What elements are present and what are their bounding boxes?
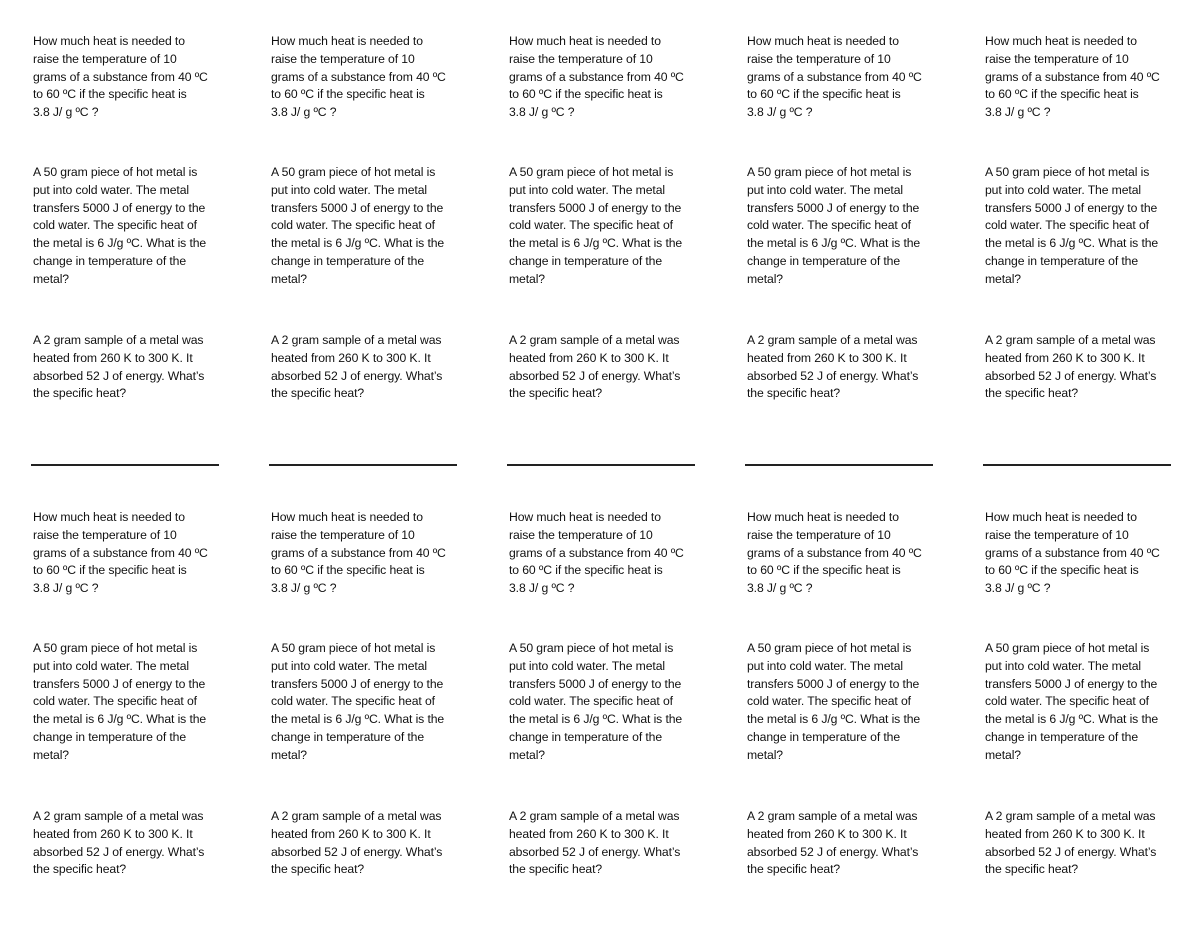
temperature-change-question: A 50 gram piece of hot metal is put into cold water. The metal transfers 5000 J of energy to the cold water. The specific heat of the metal is 6 J/g ºC. What is the change in temperature of the metal? bbox=[33, 165, 207, 286]
specific-heat-question: A 2 gram sample of a metal was heated from 260 K to 300 K. It absorbed 52 J of energy. What’s the specific heat? bbox=[33, 809, 205, 877]
cut-line bbox=[745, 464, 933, 466]
heat-needed-question: How much heat is needed to raise the temperature of 10 grams of a substance from 40 ºC to 60 ºC if the specific heat is 3.8 J/ g ºC ? bbox=[747, 34, 922, 120]
heat-needed-question: How much heat is needed to raise the temperature of 10 grams of a substance from 40 ºC to 60 ºC if the specific heat is 3.8 J/ g ºC ? bbox=[509, 34, 684, 120]
cut-line bbox=[31, 464, 219, 466]
heat-needed-question: How much heat is needed to raise the temperature of 10 grams of a substance from 40 ºC to 60 ºC if the specific heat is 3.8 J/ g ºC ? bbox=[509, 510, 684, 596]
specific-heat-question: A 2 gram sample of a metal was heated from 260 K to 300 K. It absorbed 52 J of energy. What’s the specific heat? bbox=[33, 333, 205, 401]
heat-needed-question: How much heat is needed to raise the temperature of 10 grams of a substance from 40 ºC to 60 ºC if the specific heat is 3.8 J/ g ºC ? bbox=[985, 34, 1160, 120]
heat-needed-question: How much heat is needed to raise the temperature of 10 grams of a substance from 40 ºC to 60 ºC if the specific heat is 3.8 J/ g ºC ? bbox=[985, 510, 1160, 596]
heat-needed-question: How much heat is needed to raise the temperature of 10 grams of a substance from 40 ºC to 60 ºC if the specific heat is 3.8 J/ g ºC ? bbox=[271, 34, 446, 120]
cut-line bbox=[983, 464, 1171, 466]
heat-needed-question: How much heat is needed to raise the temperature of 10 grams of a substance from 40 ºC to 60 ºC if the specific heat is 3.8 J/ g ºC ? bbox=[33, 510, 208, 596]
specific-heat-question: A 2 gram sample of a metal was heated from 260 K to 300 K. It absorbed 52 J of energy. What’s the specific heat? bbox=[985, 809, 1157, 877]
temperature-change-question: A 50 gram piece of hot metal is put into cold water. The metal transfers 5000 J of energy to the cold water. The specific heat of the metal is 6 J/g ºC. What is the change in temperature of the metal? bbox=[985, 165, 1159, 286]
temperature-change-question: A 50 gram piece of hot metal is put into cold water. The metal transfers 5000 J of energy to the cold water. The specific heat of the metal is 6 J/g ºC. What is the change in temperature of the metal? bbox=[33, 641, 207, 762]
specific-heat-question: A 2 gram sample of a metal was heated from 260 K to 300 K. It absorbed 52 J of energy. What’s the specific heat? bbox=[747, 333, 919, 401]
temperature-change-question: A 50 gram piece of hot metal is put into cold water. The metal transfers 5000 J of energy to the cold water. The specific heat of the metal is 6 J/g ºC. What is the change in temperature of the metal? bbox=[271, 641, 445, 762]
temperature-change-question: A 50 gram piece of hot metal is put into cold water. The metal transfers 5000 J of energy to the cold water. The specific heat of the metal is 6 J/g ºC. What is the change in temperature of the metal? bbox=[985, 641, 1159, 762]
temperature-change-question: A 50 gram piece of hot metal is put into cold water. The metal transfers 5000 J of energy to the cold water. The specific heat of the metal is 6 J/g ºC. What is the change in temperature of the metal? bbox=[509, 165, 683, 286]
temperature-change-question: A 50 gram piece of hot metal is put into cold water. The metal transfers 5000 J of energy to the cold water. The specific heat of the metal is 6 J/g ºC. What is the change in temperature of the metal? bbox=[747, 165, 921, 286]
heat-needed-question: How much heat is needed to raise the temperature of 10 grams of a substance from 40 ºC to 60 ºC if the specific heat is 3.8 J/ g ºC ? bbox=[271, 510, 446, 596]
temperature-change-question: A 50 gram piece of hot metal is put into cold water. The metal transfers 5000 J of energy to the cold water. The specific heat of the metal is 6 J/g ºC. What is the change in temperature of the metal? bbox=[271, 165, 445, 286]
temperature-change-question: A 50 gram piece of hot metal is put into cold water. The metal transfers 5000 J of energy to the cold water. The specific heat of the metal is 6 J/g ºC. What is the change in temperature of the metal? bbox=[747, 641, 921, 762]
specific-heat-question: A 2 gram sample of a metal was heated from 260 K to 300 K. It absorbed 52 J of energy. What’s the specific heat? bbox=[271, 333, 443, 401]
specific-heat-question: A 2 gram sample of a metal was heated from 260 K to 300 K. It absorbed 52 J of energy. What’s the specific heat? bbox=[271, 809, 443, 877]
heat-needed-question: How much heat is needed to raise the temperature of 10 grams of a substance from 40 ºC to 60 ºC if the specific heat is 3.8 J/ g ºC ? bbox=[747, 510, 922, 596]
specific-heat-question: A 2 gram sample of a metal was heated from 260 K to 300 K. It absorbed 52 J of energy. What’s the specific heat? bbox=[509, 333, 681, 401]
heat-needed-question: How much heat is needed to raise the temperature of 10 grams of a substance from 40 ºC to 60 ºC if the specific heat is 3.8 J/ g ºC ? bbox=[33, 34, 208, 120]
specific-heat-question: A 2 gram sample of a metal was heated from 260 K to 300 K. It absorbed 52 J of energy. What’s the specific heat? bbox=[985, 333, 1157, 401]
temperature-change-question: A 50 gram piece of hot metal is put into cold water. The metal transfers 5000 J of energy to the cold water. The specific heat of the metal is 6 J/g ºC. What is the change in temperature of the metal? bbox=[509, 641, 683, 762]
cut-line bbox=[507, 464, 695, 466]
specific-heat-question: A 2 gram sample of a metal was heated from 260 K to 300 K. It absorbed 52 J of energy. What’s the specific heat? bbox=[747, 809, 919, 877]
cut-line bbox=[269, 464, 457, 466]
specific-heat-question: A 2 gram sample of a metal was heated from 260 K to 300 K. It absorbed 52 J of energy. What’s the specific heat? bbox=[509, 809, 681, 877]
